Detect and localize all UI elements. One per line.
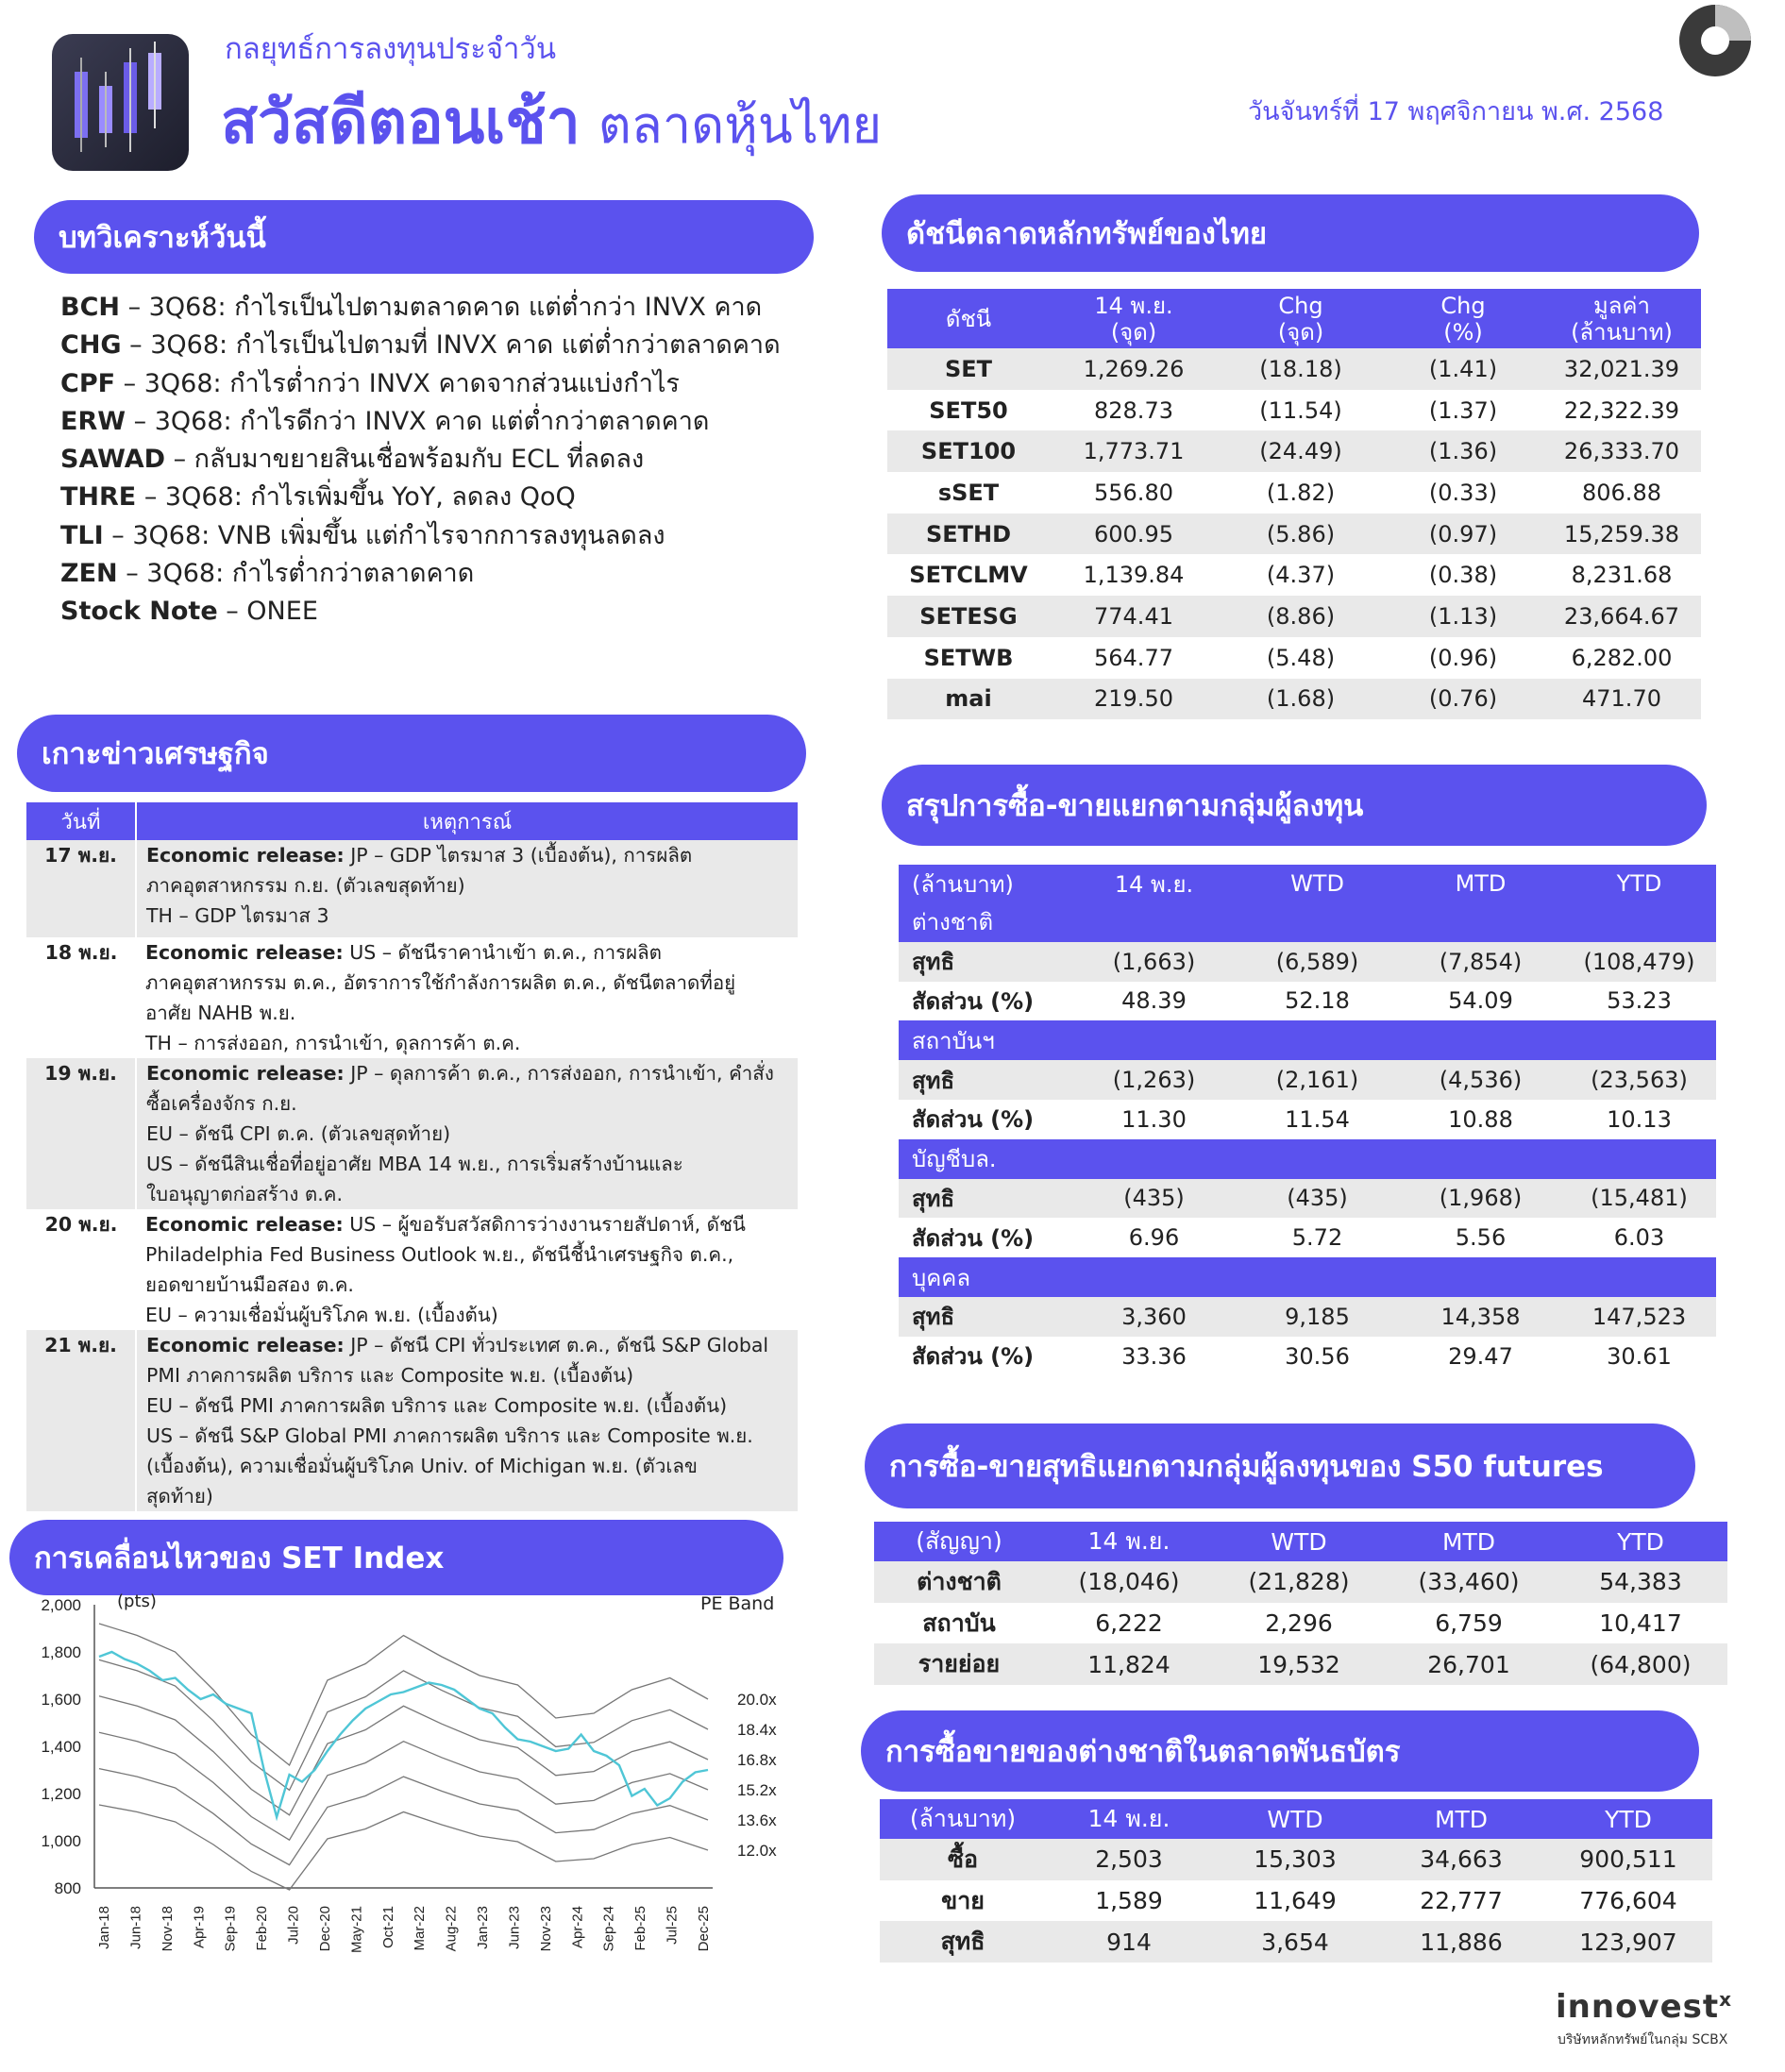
bonds-col-wtd: WTD — [1212, 1799, 1378, 1839]
investor-row-value: 5.72 — [1291, 1224, 1343, 1252]
investor-row-label: สัดส่วน (%) — [912, 1343, 1035, 1371]
investor-row-value: 5.56 — [1455, 1224, 1507, 1252]
indices-row-value: 600.95 — [1094, 520, 1173, 547]
event-text: Economic release: JP – ดุลการค้า ต.ค., การส่งออก, การนำเข้า, คำสั่ง ซื้อเครื่องจักร ก.ย. EU – ดัชนี CPI ต.ค. (ตัวเลขสุดท้าย) US – ดัชนีสินเชื่อที่อยู่อาศัย MBA 14 พ.ย., การเริ่มสร้างบ้านและ ใบอนุญาตก่อสร้าง ต.ค. — [146, 1062, 774, 1205]
bonds-row-value: 22,777 — [1420, 1887, 1503, 1915]
investor-row-label: สัดส่วน (%) — [912, 987, 1035, 1015]
y-tick-label: 2,000 — [41, 1596, 81, 1614]
investor-group-header — [899, 902, 1716, 942]
indices-col-value: มูลค่า (ล้านบาท) — [1542, 289, 1701, 348]
indices-row-value: (0.38) — [1428, 562, 1498, 589]
futures-row-value: 2,296 — [1265, 1609, 1333, 1638]
indices-row-value: 774.41 — [1094, 602, 1173, 630]
investor-row-value: 6.96 — [1128, 1224, 1180, 1252]
investor-row-value: 52.18 — [1285, 987, 1350, 1015]
indices-row-label: SETESG — [919, 602, 1018, 630]
pe-band-label: 20.0x — [737, 1691, 777, 1709]
event-date: 20 พ.ย. — [44, 1213, 118, 1236]
brand-x: x — [1719, 1988, 1732, 2011]
set-chart-heading: การเคลื่อนไหวของ SET Index — [9, 1520, 783, 1595]
bonds-row-value: 2,503 — [1095, 1845, 1163, 1874]
indices-row-value: (0.97) — [1428, 520, 1498, 547]
indices-row-label: SETHD — [925, 520, 1012, 547]
indices-row-value: (1.82) — [1266, 479, 1336, 506]
investor-row-value: 147,523 — [1591, 1303, 1687, 1330]
event-date: 19 พ.ย. — [26, 1058, 136, 1209]
bonds-heading: การซื้อขายของต่างชาติในตลาดพันธบัตร — [861, 1710, 1699, 1792]
futures-table — [874, 1522, 1727, 1685]
bonds-table — [880, 1799, 1712, 1963]
futures-col-ytd: YTD — [1554, 1522, 1727, 1561]
footer-tagline: บริษัทหลักทรัพย์ในกลุ่ม SCBX — [1558, 2032, 1728, 2047]
x-tick-label: Aug-22 — [443, 1906, 460, 1952]
indices-row — [887, 679, 1701, 720]
investor-row-value: (435) — [1123, 1185, 1185, 1212]
investor-row-value: 10.13 — [1607, 1105, 1672, 1133]
futures-col-day: 14 พ.ย. — [1044, 1522, 1214, 1561]
bonds-col-mtd: MTD — [1378, 1799, 1544, 1839]
x-tick-label: Jan-18 — [96, 1906, 112, 1949]
analysis-item[interactable]: CHG – 3Q68: กำไรเป็นไปตามที่ INVX คาด แต่ต่ำกว่าตลาดคาด — [60, 330, 781, 361]
x-tick-label: Jul-20 — [285, 1906, 302, 1945]
indices-row-value: 8,231.68 — [1571, 562, 1673, 589]
investor-row-value: 3,360 — [1121, 1303, 1187, 1330]
futures-row-value: 19,532 — [1257, 1650, 1340, 1678]
y-tick-label: 1,600 — [41, 1691, 81, 1709]
pe-band-line — [99, 1805, 708, 1890]
indices-row-value: 23,664.67 — [1563, 602, 1680, 630]
events-col-date: วันที่ — [26, 802, 136, 840]
pe-band-label: 13.6x — [737, 1811, 777, 1829]
pe-band-label: 18.4x — [737, 1721, 777, 1739]
investor-row-value: (4,536) — [1439, 1067, 1523, 1094]
investor-row — [899, 1060, 1716, 1100]
x-tick-label: Jun-23 — [506, 1906, 523, 1949]
events-row — [26, 937, 798, 1058]
indices-row — [887, 637, 1701, 679]
indices-col-close: 14 พ.ย. (จุด) — [1050, 289, 1218, 348]
investor-group-header — [899, 1257, 1716, 1297]
investor-row-value: 48.39 — [1121, 987, 1187, 1015]
x-tick-label: Dec-20 — [316, 1906, 333, 1952]
bonds-row-value: 34,663 — [1420, 1845, 1503, 1874]
bonds-col-unit: (ล้านบาท) — [880, 1799, 1046, 1839]
y-tick-label: 800 — [54, 1879, 81, 1897]
futures-col-wtd: WTD — [1214, 1522, 1384, 1561]
x-tick-label: Oct-21 — [379, 1906, 396, 1949]
events-heading: เกาะข่าวเศรษฐกิจ — [17, 715, 806, 792]
event-date: 17 พ.ย. — [26, 840, 136, 937]
indices-row-value: 22,322.39 — [1563, 396, 1680, 424]
futures-row-value: (21,828) — [1248, 1568, 1350, 1596]
investor-row-value: 30.61 — [1607, 1342, 1672, 1370]
indices-col-chg-pct: Chg (%) — [1384, 289, 1542, 348]
investor-row-value: (15,481) — [1591, 1185, 1688, 1212]
bonds-row-label: สุทธิ — [940, 1928, 985, 1956]
analysis-item[interactable]: TLI – 3Q68: VNB เพิ่มขึ้น แต่กำไรจากการลงทุนลดลง — [60, 520, 665, 550]
pe-band-line — [99, 1732, 708, 1840]
investor-row — [899, 1337, 1716, 1376]
indices-row-value: (5.86) — [1266, 520, 1336, 547]
indices-row-label: sSET — [937, 479, 1000, 506]
x-tick-label: Jan-23 — [475, 1906, 492, 1949]
futures-row-value: 11,824 — [1087, 1650, 1170, 1678]
investor-row — [899, 1218, 1716, 1257]
futures-row — [874, 1603, 1727, 1644]
investor-row-label: สัดส่วน (%) — [912, 1224, 1035, 1252]
indices-row — [887, 514, 1701, 555]
indices-row-value: 1,269.26 — [1083, 355, 1185, 382]
investor-row — [899, 1297, 1716, 1337]
corner-logo-icon — [1676, 2, 1754, 83]
indices-row-value: (1.36) — [1428, 438, 1498, 465]
investors-col-wtd: WTD — [1236, 865, 1399, 902]
indices-row — [887, 472, 1701, 514]
indices-col-chg-pts: Chg (จุด) — [1218, 289, 1384, 348]
y-tick-label: 1,800 — [41, 1643, 81, 1661]
investor-row-label: สัดส่วน (%) — [912, 1106, 1035, 1134]
analysis-item[interactable]: ZEN – 3Q68: กำไรต่ำกว่าตลาดคาด — [60, 559, 475, 589]
events-row — [26, 1330, 798, 1511]
investors-col-day: 14 พ.ย. — [1072, 865, 1236, 902]
x-tick-label: Apr-19 — [191, 1906, 208, 1949]
bonds-col-day: 14 พ.ย. — [1046, 1799, 1212, 1839]
indices-row — [887, 390, 1701, 431]
indices-row-value: (24.49) — [1259, 438, 1342, 465]
investor-group-name: ต่างชาติ — [899, 902, 1716, 942]
futures-row-value: 6,222 — [1095, 1609, 1163, 1638]
indices-row-value: (5.48) — [1266, 644, 1336, 671]
bonds-row-value: 15,303 — [1254, 1845, 1337, 1874]
indices-row-value: 828.73 — [1094, 396, 1173, 424]
indices-row-value: (4.37) — [1266, 562, 1336, 589]
investor-group-header — [899, 1139, 1716, 1179]
bonds-row — [880, 1880, 1712, 1922]
indices-row-value: 1,139.84 — [1083, 562, 1185, 589]
page-title-rest: ตลาดหุ้นไทย — [598, 95, 883, 155]
pe-band-line — [99, 1624, 708, 1765]
events-row — [26, 840, 798, 937]
investor-row-value: 30.56 — [1285, 1342, 1350, 1370]
bonds-row-value: 776,604 — [1579, 1887, 1677, 1915]
x-tick-label: Sep-24 — [600, 1906, 617, 1952]
bonds-row-value: 900,511 — [1579, 1845, 1677, 1874]
indices-row-value: (1.68) — [1266, 685, 1336, 713]
bonds-row-value: 914 — [1106, 1928, 1152, 1956]
investor-row-value: 33.36 — [1121, 1342, 1187, 1370]
investor-group-name: บุคคล — [899, 1257, 1716, 1297]
investor-group-name: สถาบันฯ — [899, 1020, 1716, 1060]
pe-band-label: 16.8x — [737, 1751, 777, 1769]
analysis-item[interactable]: Stock Note – ONEE — [60, 597, 318, 627]
futures-row-label: ต่างชาติ — [917, 1567, 1002, 1595]
x-tick-label: Nov-18 — [159, 1906, 176, 1952]
header-candle-image — [52, 34, 189, 171]
futures-row-value: 6,759 — [1435, 1609, 1503, 1638]
indices-row-value: (8.86) — [1266, 602, 1336, 630]
futures-row-value: (18,046) — [1078, 1568, 1180, 1596]
set-index-chart — [0, 1595, 812, 1963]
futures-row-label: รายย่อย — [918, 1650, 1001, 1678]
futures-row-value: 54,383 — [1599, 1568, 1682, 1596]
page-title-bold: สวัสดีตอนเช้า — [221, 88, 581, 158]
indices-row-label: SETWB — [923, 644, 1014, 671]
investor-row — [899, 1100, 1716, 1139]
pe-band-label: 15.2x — [737, 1781, 777, 1799]
indices-row-value: (0.96) — [1428, 644, 1498, 671]
indices-row-value: 26,333.70 — [1563, 438, 1680, 465]
investor-row-label: สุทธิ — [912, 1185, 955, 1212]
investor-row-value: 14,358 — [1440, 1303, 1521, 1330]
indices-row-value: 556.80 — [1094, 479, 1173, 506]
investor-row-value: 29.47 — [1448, 1342, 1513, 1370]
investor-row-value: 11.30 — [1121, 1105, 1187, 1133]
x-tick-label: Feb-25 — [632, 1906, 649, 1951]
bonds-row — [880, 1839, 1712, 1880]
bonds-row-value: 123,907 — [1579, 1928, 1677, 1956]
x-tick-label: Mar-22 — [412, 1906, 429, 1951]
investor-row-value: (435) — [1287, 1185, 1348, 1212]
page-title — [221, 74, 882, 170]
event-date: 18 พ.ย. — [44, 941, 118, 964]
investors-heading: สรุปการซื้อ-ขายแยกตามกลุ่มผู้ลงทุน — [882, 765, 1707, 846]
analysis-heading: บทวิเคราะห์วันนี้ — [34, 200, 814, 274]
indices-row-value: (1.37) — [1428, 396, 1498, 424]
investor-row-value: (7,854) — [1439, 948, 1523, 975]
indices-row-value: (1.13) — [1428, 602, 1498, 630]
investor-row-value: (1,968) — [1439, 1185, 1523, 1212]
brand-name: innovest — [1556, 1988, 1720, 2026]
indices-row-value: (0.76) — [1428, 685, 1498, 713]
analysis-item[interactable]: BCH – 3Q68: กำไรเป็นไปตามตลาดคาด แต่ต่ำกว่า INVX คาด — [60, 293, 763, 322]
investor-row-value: (108,479) — [1583, 948, 1695, 975]
investor-row — [899, 942, 1716, 982]
x-tick-label: Dec-25 — [696, 1906, 712, 1952]
pe-band-line — [99, 1659, 708, 1790]
investor-row — [899, 982, 1716, 1021]
investor-row-value: 53.23 — [1607, 987, 1672, 1015]
indices-row-label: SET50 — [929, 396, 1008, 424]
futures-heading: การซื้อ-ขายสุทธิแยกตามกลุ่มผู้ลงทุนของ S50 futures — [865, 1423, 1695, 1508]
chart-unit-label: (pts) — [117, 1592, 157, 1611]
y-tick-label: 1,200 — [41, 1785, 81, 1803]
events-col-event: เหตุการณ์ — [136, 802, 798, 840]
investor-group-name: บัญชีบล. — [899, 1139, 1716, 1179]
event-text: Economic release: JP – GDP ไตรมาส 3 (เบื้องต้น), การผลิต ภาคอุตสาหกรรม ก.ย. (ตัวเลขสุดท้าย) TH – GDP ไตรมาส 3 — [146, 844, 693, 927]
investor-row-value: (6,589) — [1275, 948, 1359, 975]
indices-row-value: 15,259.38 — [1563, 520, 1680, 547]
investor-row-value: 6.03 — [1613, 1224, 1665, 1252]
indices-col-name: ดัชนี — [887, 289, 1050, 348]
investor-row-label: สุทธิ — [912, 1304, 955, 1331]
futures-row-value: 10,417 — [1599, 1609, 1682, 1638]
x-tick-label: Feb-20 — [254, 1906, 271, 1951]
futures-row-value: 26,701 — [1427, 1650, 1510, 1678]
bonds-row-value: 11,649 — [1254, 1887, 1337, 1915]
investor-group-header — [899, 1020, 1716, 1060]
pe-band-label: 12.0x — [737, 1842, 777, 1860]
investor-row-value: (2,161) — [1275, 1067, 1359, 1094]
futures-row — [874, 1643, 1727, 1685]
investor-row — [899, 1179, 1716, 1219]
futures-row-value: (33,460) — [1418, 1568, 1520, 1596]
bonds-row-label: ซื้อ — [948, 1845, 978, 1873]
events-table — [26, 802, 798, 1511]
futures-row-label: สถาบัน — [922, 1609, 996, 1637]
analysis-item[interactable]: THRE – 3Q68: กำไรเพิ่มขึ้น YoY, ลดลง QoQ — [60, 482, 576, 513]
bonds-row-value: 11,886 — [1420, 1928, 1503, 1956]
analysis-item[interactable]: CPF – 3Q68: กำไรต่ำกว่า INVX คาดจากส่วนแบ่งกำไร — [60, 368, 680, 398]
investor-row-value: 11.54 — [1285, 1105, 1350, 1133]
indices-row-value: 32,021.39 — [1563, 355, 1680, 382]
events-row — [26, 1058, 798, 1209]
indices-row-value: (0.33) — [1428, 479, 1498, 506]
bonds-row — [880, 1921, 1712, 1963]
set-index-line — [99, 1652, 708, 1817]
investors-col-unit: (ล้านบาท) — [899, 865, 1072, 902]
futures-row-value: (64,800) — [1590, 1650, 1692, 1678]
y-tick-label: 1,000 — [41, 1832, 81, 1850]
indices-row-value: (1.41) — [1428, 355, 1498, 382]
indices-row-label: SET100 — [920, 438, 1017, 465]
pe-band-label: PE Band — [700, 1593, 775, 1614]
bonds-row-value: 3,654 — [1261, 1928, 1329, 1956]
indices-row-value: 219.50 — [1094, 685, 1173, 713]
indices-row-value: 6,282.00 — [1571, 644, 1673, 671]
investors-col-ytd: YTD — [1562, 865, 1716, 902]
x-tick-label: Jul-25 — [664, 1906, 681, 1945]
event-text: Economic release: JP – ดัชนี CPI ทั่วประเทศ ต.ค., ดัชนี S&P Global PMI ภาคการผลิต บริการ และ Composite พ.ย. (เบื้องต้น) EU – ดัชนี PMI ภาคการผลิต บริการ และ Composite พ.ย. (เบื้องต้น) US – ดัชนี S&P Global PMI ภาคการผลิต บริการ และ Composite พ.ย. (เบื้องต้น), ความเชื่อมั่นผู้บริโภค Univ. of Michigan พ.ย. (ตัวเลข สุดท้าย) — [146, 1334, 769, 1508]
report-date: วันจันทร์ที่ 17 พฤศจิกายน พ.ศ. 2568 — [1248, 97, 1664, 126]
indices-row-value: (18.18) — [1259, 355, 1342, 382]
event-text: Economic release: US – ดัชนีราคานำเข้า ต.ค., การผลิต ภาคอุตสาหกรรม ต.ค., อัตราการใช้กำลังการผลิต ต.ค., ดัชนีตลาดที่อยู่ อาศัย NAHB พ.ย. TH – การส่งออก, การนำเข้า, ดุลการค้า ต.ค. — [145, 941, 736, 1054]
analysis-item[interactable]: ERW – 3Q68: กำไรดีกว่า INVX คาด แต่ต่ำกว่าตลาดคาด — [60, 406, 710, 436]
investor-row-value: 9,185 — [1285, 1303, 1350, 1330]
investors-col-mtd: MTD — [1399, 865, 1562, 902]
event-text: Economic release: US – ผู้ขอรับสวัสดิการว่างงานรายสัปดาห์, ดัชนี Philadelphia Fed Business Outlook พ.ย., ดัชนีชี้นำเศรษฐกิจ ต.ค., ยอดขายบ้านมือสอง ต.ค. EU – ความเชื่อมั่นผู้บริโภค พ.ย. (เบื้องต้น) — [145, 1213, 746, 1326]
investor-row-label: สุทธิ — [912, 949, 955, 976]
indices-row — [887, 430, 1701, 472]
footer-logo — [1556, 1988, 1731, 2026]
investor-row-value: (23,563) — [1591, 1067, 1688, 1094]
futures-row — [874, 1561, 1727, 1603]
investors-table — [899, 865, 1716, 1376]
x-tick-label: Jun-18 — [127, 1906, 144, 1949]
indices-row-label: SET — [944, 355, 993, 382]
y-tick-label: 1,400 — [41, 1738, 81, 1756]
pe-band-line — [99, 1696, 708, 1815]
indices-row-value: 471.70 — [1582, 685, 1661, 713]
indices-row-value: (11.54) — [1259, 396, 1342, 424]
indices-table — [887, 289, 1701, 719]
indices-row — [887, 554, 1701, 596]
indices-heading: ดัชนีตลาดหลักทรัพย์ของไทย — [882, 194, 1699, 272]
indices-row-label: mai — [945, 685, 992, 713]
event-date: 21 พ.ย. — [26, 1330, 136, 1511]
bonds-row-value: 1,589 — [1095, 1887, 1163, 1915]
x-tick-label: Nov-23 — [537, 1906, 554, 1952]
investor-row-label: สุทธิ — [912, 1067, 955, 1094]
analysis-list — [60, 289, 781, 632]
x-tick-label: Sep-19 — [222, 1906, 239, 1952]
indices-row-value: 564.77 — [1094, 644, 1173, 671]
investor-row-value: 54.09 — [1448, 987, 1513, 1015]
analysis-item[interactable]: SAWAD – กลับมาขยายสินเชื่อพร้อมกับ ECL ที่ลดลง — [60, 445, 645, 475]
futures-col-mtd: MTD — [1384, 1522, 1554, 1561]
indices-row-value: 1,773.71 — [1083, 438, 1185, 465]
bonds-col-ytd: YTD — [1544, 1799, 1712, 1839]
events-row — [26, 1209, 798, 1330]
bonds-row-label: ขาย — [941, 1886, 985, 1914]
indices-row — [887, 348, 1701, 390]
x-tick-label: May-21 — [348, 1906, 365, 1954]
header-kicker: กลยุทธ์การลงทุนประจำวัน — [225, 32, 557, 66]
indices-row — [887, 596, 1701, 637]
futures-col-unit: (สัญญา) — [874, 1522, 1044, 1561]
investor-row-value: (1,263) — [1112, 1067, 1196, 1094]
indices-row-value: 806.88 — [1582, 479, 1661, 506]
investor-row-value: 10.88 — [1448, 1105, 1513, 1133]
indices-row-label: SETCLMV — [909, 562, 1028, 589]
investor-row-value: (1,663) — [1112, 948, 1196, 975]
x-tick-label: Apr-24 — [569, 1906, 586, 1949]
